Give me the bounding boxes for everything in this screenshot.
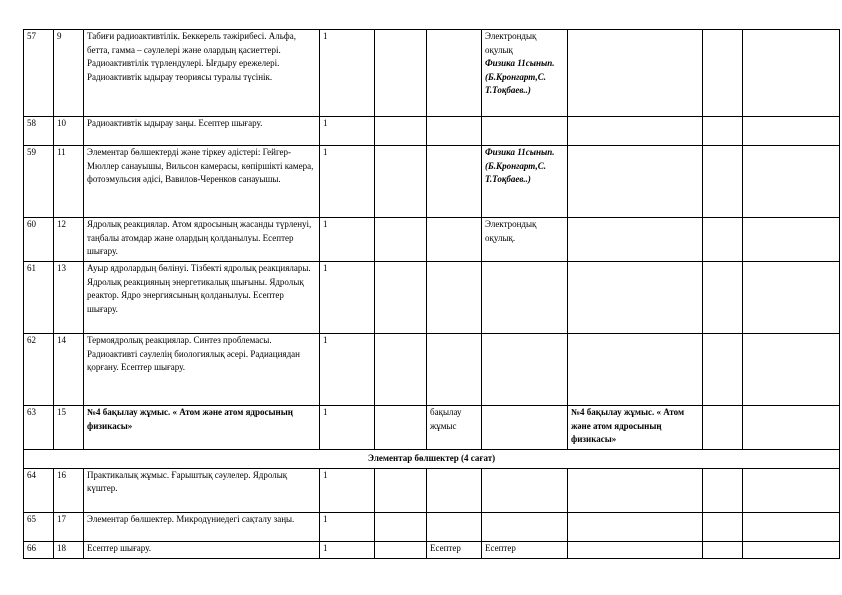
empty-cell	[427, 262, 482, 334]
resource-text: Электрондық оқулық	[485, 31, 537, 55]
lesson-topic: №4 бақылау жұмыс. « Атом және атом ядросының физикасы»	[84, 406, 320, 450]
table-row	[24, 30, 840, 117]
empty-cell	[568, 512, 703, 541]
empty-cell	[568, 218, 703, 262]
hours-cell: 1	[320, 334, 375, 406]
empty-cell	[375, 468, 427, 512]
resource-cell: Электрондық оқулық.	[482, 218, 568, 262]
empty-cell	[743, 262, 840, 334]
row-number: 64	[24, 468, 54, 512]
empty-cell	[703, 512, 743, 541]
empty-cell	[427, 512, 482, 541]
empty-cell	[375, 541, 427, 558]
lesson-number: 13	[54, 262, 84, 334]
empty-cell	[568, 146, 703, 218]
empty-cell	[375, 218, 427, 262]
row-number: 62	[24, 334, 54, 406]
resource-cell: Есептер	[482, 541, 568, 558]
empty-cell	[482, 262, 568, 334]
section-title: Элементар бөлшектер (4 сағат)	[24, 450, 840, 469]
table-row	[24, 406, 840, 450]
empty-cell	[427, 218, 482, 262]
empty-cell	[743, 468, 840, 512]
empty-cell	[427, 334, 482, 406]
hours-cell: 1	[320, 218, 375, 262]
resource-cell	[482, 30, 568, 117]
empty-cell	[427, 146, 482, 218]
lesson-number: 14	[54, 334, 84, 406]
empty-cell	[568, 117, 703, 146]
empty-cell	[482, 117, 568, 146]
empty-cell	[375, 117, 427, 146]
hours-cell: 1	[320, 541, 375, 558]
empty-cell	[743, 30, 840, 117]
assessment-type: бақылау жұмыс	[427, 406, 482, 450]
lesson-topic: Радиоактивтік ыдырау заңы. Есептер шығару.	[84, 117, 320, 146]
table-row	[24, 541, 840, 558]
empty-cell	[568, 334, 703, 406]
hours-cell: 1	[320, 406, 375, 450]
row-number: 60	[24, 218, 54, 262]
row-number: 65	[24, 512, 54, 541]
empty-cell	[703, 218, 743, 262]
empty-cell	[482, 334, 568, 406]
lesson-topic: Элементар бөлшектерді және тіркеу әдістері: Гейгер-Мюллер санауышы, Вильсон камерасы, көпіршікті камера, фотоэмульсия әдісі, Вавилов-Черенков санауышы.	[84, 146, 320, 218]
assessment-title: №4 бақылау жұмыс. « Атом және атом ядросының физикасы»	[568, 406, 703, 450]
table-row	[24, 334, 840, 406]
task-type: Есептер	[427, 541, 482, 558]
textbook-ref: Физика 11сынып. (Б.Кронгарт,С. Т.Тоқбаев..)	[485, 58, 555, 95]
empty-cell	[375, 262, 427, 334]
empty-cell	[703, 146, 743, 218]
lesson-number: 15	[54, 406, 84, 450]
lesson-topic: Табиғи радиоактивтілік. Беккерель тәжірибесі. Альфа, бетта, гамма – сәулелері және олардың қасиеттері. Радиоактивтілік түрлендулері. Ығдыру ережелері. Радиоактивтік ыдырау теориясы туралы түсінік.	[84, 30, 320, 117]
lesson-topic: Ауыр ядролардың бөлінуі. Тізбекті ядролық реакциялары. Ядролық реакцияның энергетикалық шығыны. Ядролық реактор. Ядро энергиясының қолданылуы. Есептер шығару.	[84, 262, 320, 334]
empty-cell	[743, 512, 840, 541]
lesson-number: 9	[54, 30, 84, 117]
lesson-number: 12	[54, 218, 84, 262]
empty-cell	[427, 117, 482, 146]
row-number: 66	[24, 541, 54, 558]
empty-cell	[375, 146, 427, 218]
empty-cell	[482, 512, 568, 541]
lesson-topic: Практикалық жұмыс. Ғарыштық сәулелер. Ядролық күштер.	[84, 468, 320, 512]
empty-cell	[482, 468, 568, 512]
row-number: 57	[24, 30, 54, 117]
table-row	[24, 262, 840, 334]
empty-cell	[703, 406, 743, 450]
lesson-number: 11	[54, 146, 84, 218]
empty-cell	[743, 146, 840, 218]
empty-cell	[703, 117, 743, 146]
row-number: 58	[24, 117, 54, 146]
textbook-ref: Физика 11сынып. (Б.Кронгарт,С. Т.Тоқбаев..)	[485, 147, 555, 184]
empty-cell	[427, 30, 482, 117]
lesson-number: 17	[54, 512, 84, 541]
empty-cell	[568, 468, 703, 512]
resource-cell	[482, 146, 568, 218]
lesson-topic: Термоядролық реакциялар. Синтез проблемасы. Радиоактивті сәулелің биологиялық әсері. Радиациядан қорғану. Есептер шығару.	[84, 334, 320, 406]
lesson-topic: Ядролық реакциялар. Атом ядросының жасанды түрленуі, таңбалы атомдар және олардың қолданылуы. Есептер шығару.	[84, 218, 320, 262]
row-number: 59	[24, 146, 54, 218]
empty-cell	[743, 218, 840, 262]
lesson-topic: Есептер шығару.	[84, 541, 320, 558]
table-row	[24, 218, 840, 262]
hours-cell: 1	[320, 117, 375, 146]
empty-cell	[703, 262, 743, 334]
row-number: 63	[24, 406, 54, 450]
lesson-number: 18	[54, 541, 84, 558]
empty-cell	[568, 30, 703, 117]
table-row	[24, 117, 840, 146]
empty-cell	[375, 512, 427, 541]
lesson-number: 16	[54, 468, 84, 512]
empty-cell	[703, 30, 743, 117]
empty-cell	[743, 334, 840, 406]
lesson-plan-table	[23, 29, 840, 559]
empty-cell	[703, 468, 743, 512]
table-row	[24, 468, 840, 512]
table-row	[24, 512, 840, 541]
empty-cell	[375, 334, 427, 406]
empty-cell	[482, 406, 568, 450]
empty-cell	[568, 541, 703, 558]
lesson-topic: Элементар бөлшектер. Микродүниедегі сақталу заңы.	[84, 512, 320, 541]
empty-cell	[743, 117, 840, 146]
empty-cell	[703, 541, 743, 558]
empty-cell	[743, 406, 840, 450]
empty-cell	[427, 468, 482, 512]
empty-cell	[743, 541, 840, 558]
empty-cell	[703, 334, 743, 406]
hours-cell: 1	[320, 512, 375, 541]
empty-cell	[375, 30, 427, 117]
hours-cell: 1	[320, 262, 375, 334]
lesson-number: 10	[54, 117, 84, 146]
hours-cell: 1	[320, 468, 375, 512]
section-row	[24, 450, 840, 469]
hours-cell: 1	[320, 146, 375, 218]
row-number: 61	[24, 262, 54, 334]
empty-cell	[375, 406, 427, 450]
plan-page	[23, 29, 839, 559]
hours-cell: 1	[320, 30, 375, 117]
empty-cell	[568, 262, 703, 334]
table-row	[24, 146, 840, 218]
